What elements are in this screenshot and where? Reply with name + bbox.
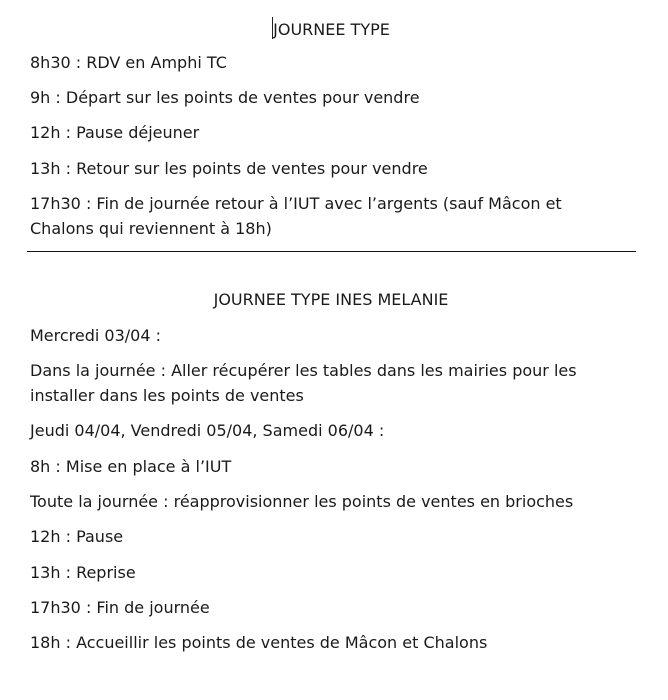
schedule-line: Jeudi 04/04, Vendredi 05/04, Samedi 06/04 : xyxy=(30,421,385,440)
schedule-line: 9h : Départ sur les points de ventes pour vendre xyxy=(30,88,420,107)
schedule-line: Toute la journée : réapprovisionner les points de ventes en brioches xyxy=(30,492,574,511)
schedule-line: 17h30 : Fin de journée retour à l’IUT avec l’argents (sauf Mâcon et Chalons qui reviennent à 18h) xyxy=(30,194,562,238)
schedule-line: 12h : Pause xyxy=(30,527,124,546)
schedule-line: 13h : Reprise xyxy=(30,563,136,582)
section-title-text: JOURNEE TYPE xyxy=(273,20,390,39)
schedule-line: 17h30 : Fin de journée xyxy=(30,598,210,617)
section-title-journee-type xyxy=(0,17,662,40)
schedule-line: 8h30 : RDV en Amphi TC xyxy=(30,53,227,72)
schedule-line: Mercredi 03/04 : xyxy=(30,326,162,345)
schedule-line: 18h : Accueillir les points de ventes de Mâcon et Chalons xyxy=(30,633,488,652)
schedule-line: 8h : Mise en place à l’IUT xyxy=(30,457,232,476)
schedule-line: 12h : Pause déjeuner xyxy=(30,123,200,142)
horizontal-divider xyxy=(27,251,636,252)
section-title-journee-type-ines-melanie: JOURNEE TYPE INES MELANIE xyxy=(213,290,449,309)
schedule-line: 13h : Retour sur les points de ventes pour vendre xyxy=(30,159,428,178)
schedule-line: Dans la journée : Aller récupérer les tables dans les mairies pour les installer dans les points de ventes xyxy=(30,361,577,405)
